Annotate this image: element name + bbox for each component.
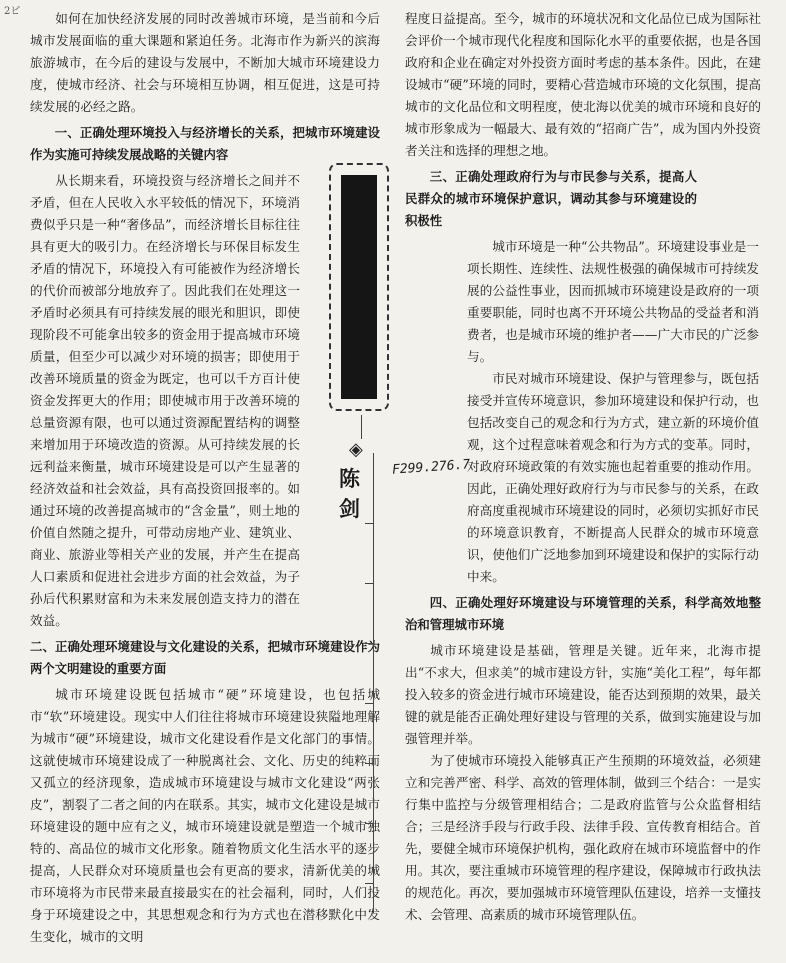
- section-heading-1: 一、正确处理环境投入与经济增长的关系，把城市环境建设作为实施可持续发展战略的关键内容: [30, 125, 380, 162]
- body-paragraph-4a: 城市环境建设是基础，管理是关键。近年来，北海市提出“不求大，但求美”的城市建设方针，实施“美化工程”，每年都投入较多的资金进行城市环境建设，能否达到预期的效果，最关键的就是能否正确处理好建设与管理的关系，做到实施建设与加强管理并举。: [405, 643, 761, 746]
- author-photo-frame: [329, 163, 389, 411]
- body-paragraph-3a: 城市环境是一种“公共物品”。环境建设事业是一项长期性、连续性、法规性极强的确保城市可持续发展的公益性事业，因而抓城市环境建设是政府的一项重要职能，同时也离不开环境公共物品的受益者和消费者，也是城市环境的维护者——广大市民的广泛参与。: [467, 239, 759, 364]
- section-heading-4: 四、正确处理好环境建设与环境管理的关系，科学高效地整治和管理城市环境: [405, 595, 761, 632]
- author-rule-top: [361, 415, 362, 439]
- section-heading-3: 三、正确处理政府行为与市民参与关系，提高人民群众的城市环境保护意识，调动其参与环境建设的积极性: [405, 169, 697, 228]
- rule-tick: [365, 523, 373, 524]
- author-name-char-2: 剑: [339, 497, 360, 521]
- author-photo-block: [341, 175, 377, 399]
- body-paragraph-3b: 市民对城市环境建设、保护与管理参与，既包括接受并宣传环境意识，参加环境建设和保护行动，也包括改变自己的观念和行为方式，建立新的环境价值观，这个过程意味着观念和行为方式的变革。同时，对政府环境政策的有效实施也起着重要的推动作用。因此，正确处理好政府行为与市民参与的关系，在政府高度重视城市环境建设的同时，必须切实抓好市民的环境意识教育，不断提高人民群众的城市环境意识，使他们广泛地参加到环境建设和保护的实际行动中来。: [467, 371, 759, 584]
- right-column: [405, 8, 761, 926]
- intro-paragraph: 如何在加快经济发展的同时改善城市环境，是当前和今后城市发展面临的重大课题和紧迫任务。北海市作为新兴的滨海旅游城市，在今后的建设与发展中，不断加大城市环境建设力度，使城市经济、社会与环境相互协调，相互促进，这是可持续发展的必经之路。: [30, 11, 380, 114]
- body-paragraph-4b: 为了使城市环境投入能够真正产生预期的环境效益，必须建立和完善严密、科学、高效的管理体制，做到三个结合：一是实行集中监控与分级管理相结合；二是政府监管与公众监督相结合；三是经济手段与行政手段、法律手段、宣传教育相结合。首先，要健全城市环境保护机构，强化政府在城市环境监督中的作用。其次，要注重城市环境管理的程序建设，保障城市行政执法的规范化。再次，要加强城市环境管理队伍建设，培养一支懂技术、会管理、高素质的城市环境管理队伍。: [405, 753, 761, 922]
- rule-tick: [365, 583, 373, 584]
- body-paragraph-1: 从长期来看，环境投资与经济增长之间并不矛盾，但在人民收入水平较低的情况下，环境消费似乎只是一种“奢侈品”，而经济增长目标往往具有更大的吸引力。在经济增长与环保目标发生矛盾的情况下，环境投入有可能被作为经济增长的代价而被部分地放弃了。因此我们在处理这一矛盾时必须具有可持续发展的眼光和胆识，即使现阶段不可能拿出较多的资金用于提高城市环境质量，但至少可以减少对环境的损害；即使用于改善环境质量的资金为既定，也可以千方百计使资金发挥更大的作用；即使城市用于改善环境的总量资源有限，也可以通过资源配置结构的调整来增加用于环境改造的资源。从可持续发展的长远利益来衡量，城市环境建设是可以产生显著的经济效益和社会效益，具有高投资回报率的。如通过环境的改善提高城市的“含金量”，则土地的价值自然随之提升，可带动房地产业、建筑业、商业、旅游业等相关产业的发展，并产生在提高人口素质和促进社会进步方面的社会效益，为子孙后代积累财富和为未来发展创造支持力的潜在效益。: [30, 173, 300, 628]
- author-rule-long: [373, 453, 374, 913]
- continued-paragraph: 程度日益提高。至今，城市的环境状况和文化品位已成为国际社会评价一个城市现代化程度和国际化水平的重要依据，也是各国政府和企业在确定对外投资方面时考虑的基本条件。因此，在建设城市“硬”环境的同时，要精心营造城市环境的文化氛围，提高城市的文化品位和文明程度，使北海以优美的城市环境和良好的城市形象成为一幅最大、最有效的“招商广告”，成为国内外投资者关注和选择的理想之地。: [405, 11, 761, 158]
- section-heading-2: 二、正确处理环境建设与文化建设的关系，把城市环境建设作为两个文明建设的重要方面: [30, 639, 380, 676]
- rule-tick: [365, 703, 373, 704]
- body-paragraph-2: 城市环境建设既包括城市“硬”环境建设，也包括城市“软”环境建设。现实中人们往往将城市环境建设狭隘地理解为城市“硬”环境建设，城市文化建设看作是文化部门的事情。这就使城市环境建设成了一种脱离社会、文化、历史的纯粹而又孤立的经济现象，造成城市环境建设与城市文化建设“两张皮”，割裂了二者之间的内在联系。其实，城市文化建设是城市环境建设的题中应有之义，城市环境建设就是塑造一个城市独特的、高品位的城市文化形象。随着物质文化生活水平的逐步提高，人民群众对环境质量也会有更高的要求，清新优美的城市环境将为市民带来最直接最实在的社会福利，同时，人们投身于环境建设之中，其思想观念和行为方式也在潜移默化中发生变化，城市的文明: [30, 687, 380, 944]
- rule-tick: [365, 823, 373, 824]
- author-band: [313, 163, 409, 905]
- corner-mark: 2ピ: [4, 6, 21, 17]
- diamond-ornament-icon: ◈: [349, 439, 363, 460]
- rule-tick: [365, 643, 373, 644]
- handwritten-classification-code: F299.276.7: [391, 457, 471, 478]
- rule-tick: [365, 883, 373, 884]
- rule-tick: [365, 763, 373, 764]
- author-name-char-1: 陈: [339, 467, 360, 491]
